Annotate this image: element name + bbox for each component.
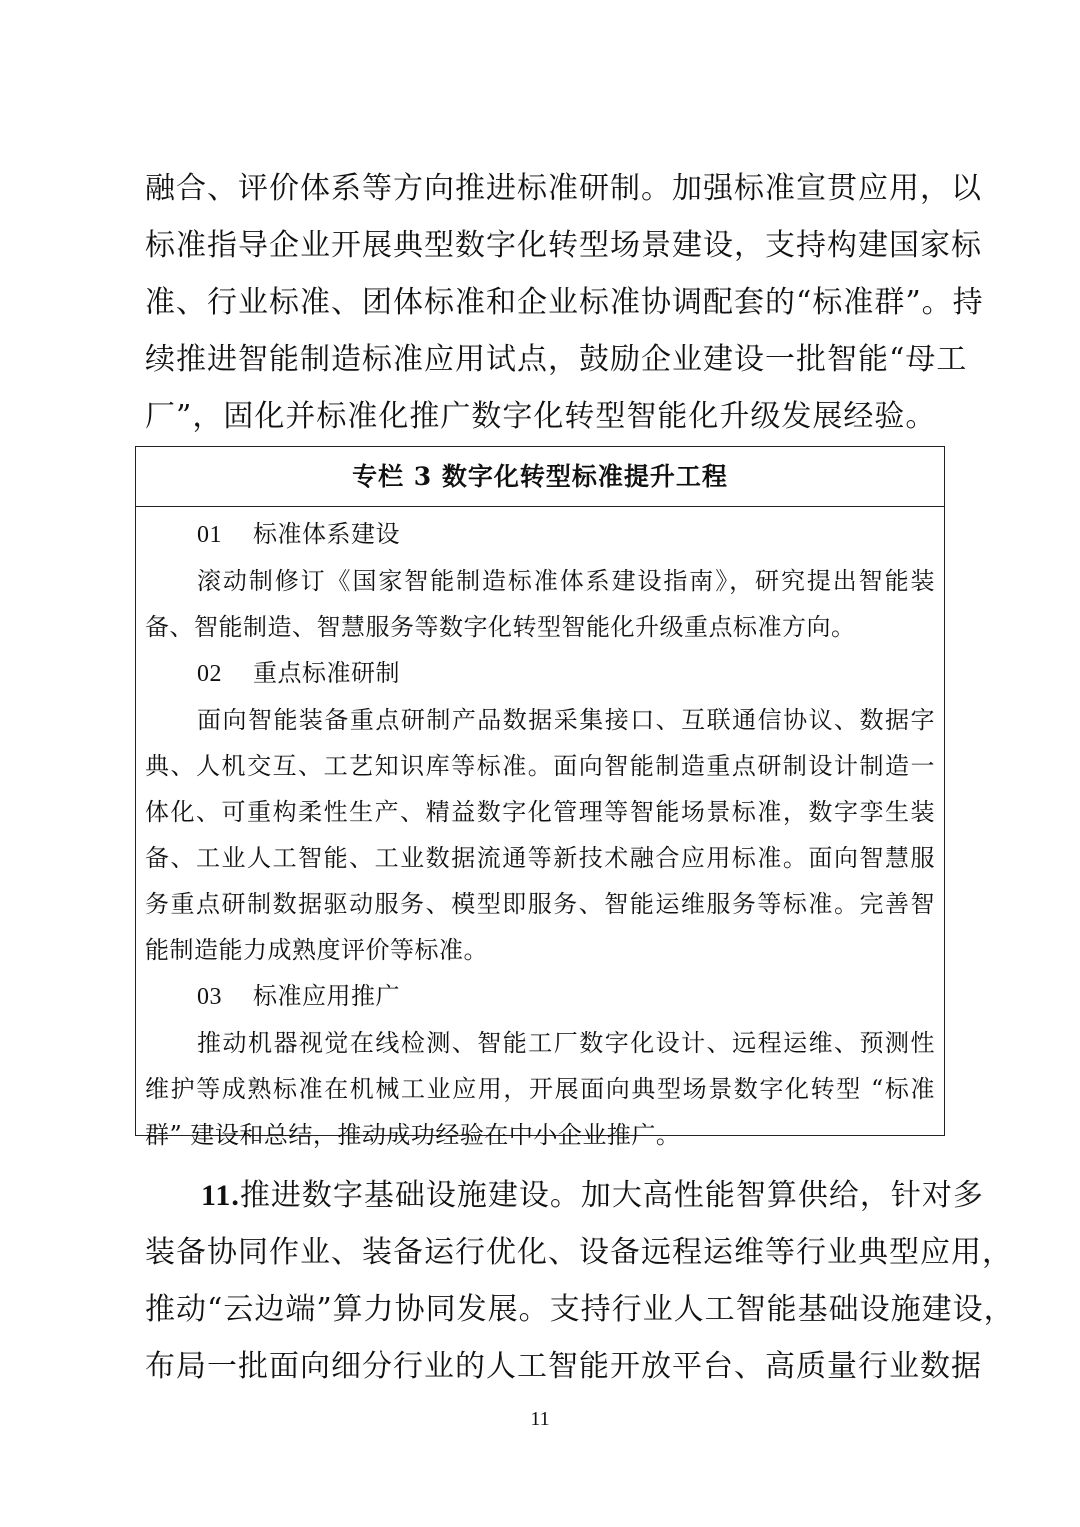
paragraph-line: 续推进智能制造标准应用试点，鼓励企业建设一批智能“母工 [145, 342, 968, 377]
section-heading [145, 511, 935, 558]
section-heading-text: 重点标准研制 [253, 659, 400, 687]
page-number: 11 [530, 1408, 550, 1430]
section-heading-text: 标准体系建设 [253, 520, 400, 548]
special-column-box [135, 446, 945, 1149]
section-line: 备、工业人工智能、工业数据流通等新技术融合应用标准。面向智慧服 [145, 844, 935, 872]
section-number: 01 [197, 522, 222, 548]
paragraph-line: 推动“云边端”算力协同发展。支持行业人工智能基础设施建设， [145, 1292, 1015, 1327]
paragraph-line: 融合、评价体系等方向推进标准研制。加强标准宣贯应用，以 [145, 171, 982, 206]
body-paragraph-top [145, 160, 984, 445]
section-line: 面向智能装备重点研制产品数据采集接口、互联通信协议、数据字 [197, 706, 935, 734]
paragraph-line: 布局一批面向细分行业的人工智能开放平台、高质量行业数据 [145, 1349, 982, 1384]
section-line: 能制造能力成熟度评价等标准。 [145, 936, 488, 964]
section-heading-text: 标准应用推广 [253, 982, 400, 1010]
section-line: 群” 建设和总结，推动成功经验在中小企业推广。 [145, 1121, 681, 1149]
body-paragraph-bottom [145, 1167, 1015, 1395]
item-number: 11. [201, 1179, 240, 1212]
box-body [145, 511, 935, 1158]
paragraph-line: 准、行业标准、团体标准和企业标准协调配套的“标准群”。持 [145, 285, 984, 320]
section-line: 体化、可重构柔性生产、精益数字化管理等智能场景标准，数字孪生装 [145, 798, 935, 826]
paragraph-line: 厂”，固化并标准化推广数字化转型智能化升级发展经验。 [145, 399, 937, 434]
section-line: 滚动制修订《国家智能制造标准体系建设指南》，研究提出智能装 [197, 567, 935, 595]
paragraph-line [145, 1167, 984, 1224]
item-text: 推进数字基础设施建设。加大高性能智算供给，针对多 [239, 1178, 984, 1213]
section-line: 备、智能制造、智慧服务等数字化转型智能化升级重点标准方向。 [145, 613, 856, 641]
section-number: 02 [197, 661, 222, 687]
paragraph-line: 标准指导企业开展典型数字化转型场景建设，支持构建国家标 [145, 228, 982, 263]
section-heading [145, 973, 935, 1020]
section-line: 推动机器视觉在线检测、智能工厂数字化设计、远程运维、预测性 [197, 1029, 935, 1057]
section-line: 典、人机交互、工艺知识库等标准。面向智能制造重点研制设计制造一 [145, 752, 935, 780]
section-number: 03 [197, 984, 222, 1010]
section-line: 务重点研制数据驱动服务、模型即服务、智能运维服务等标准。完善智 [145, 890, 935, 918]
section-heading [145, 650, 935, 697]
box-title: 专栏 3 数字化转型标准提升工程 [136, 447, 944, 507]
section-line: 维护等成熟标准在机械工业应用，开展面向典型场景数字化转型 “标准 [145, 1075, 935, 1103]
paragraph-line: 装备协同作业、装备运行优化、设备远程运维等行业典型应用， [145, 1235, 1013, 1270]
